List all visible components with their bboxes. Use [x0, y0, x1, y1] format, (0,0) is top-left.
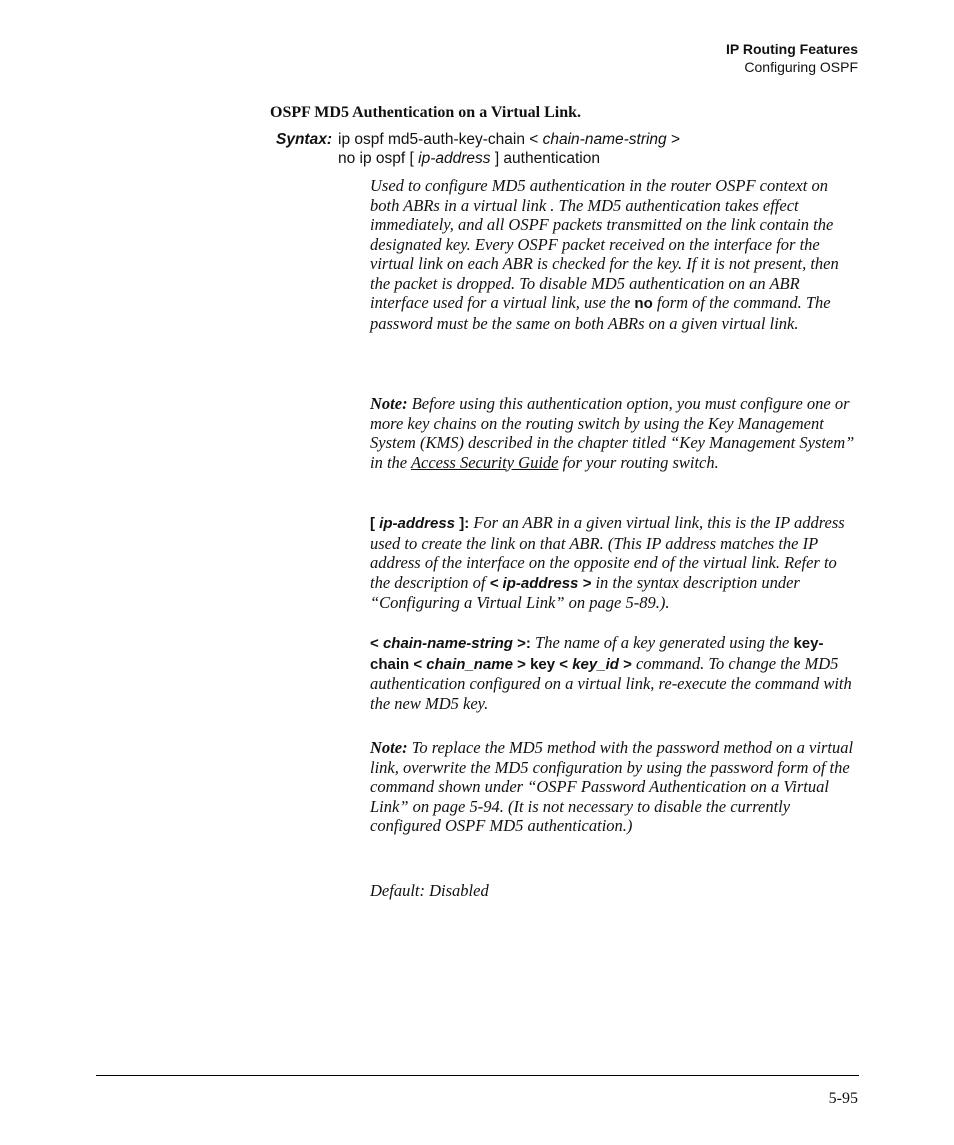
param-ip-text-1: For an ABR in a given virtual link, this is the IP address used to create the link on that ABR. (This IP address matches the IP address of the interface on the opposite end of the virtual link. Refer to the description of	[370, 513, 845, 592]
note-text-1: Before using this authentication option, you must configure one or more key chains on the routing switch by using the Key Management System (KMS) described in the chapter titled “Key Management System” in the	[370, 394, 855, 472]
access-security-guide-link[interactable]: Access Security Guide	[410, 452, 559, 472]
syntax-label: Syntax:	[276, 131, 332, 148]
default-value: Default: Disabled	[370, 881, 489, 900]
param-ip-close: ]:	[455, 515, 470, 532]
syntax-line2-param: ip-address	[418, 150, 491, 167]
no-keyword: no	[634, 295, 653, 312]
syntax-line1-suffix: >	[666, 131, 681, 148]
note-text-2: for your routing switch.	[558, 452, 719, 472]
key-chain-command: key-chain <	[370, 635, 824, 673]
param-chain-text-2: command. To change the MD5 authentication configured on a virtual link, re-execute the command with the new MD5 key.	[370, 653, 852, 713]
param-ip-open: [	[370, 515, 380, 532]
syntax-command-line-2	[338, 149, 600, 168]
syntax-line1-prefix: ip ospf md5-auth-key-chain <	[338, 131, 543, 148]
param-ip-text-2: in the syntax description under “Configuring a Virtual Link” on page 5-89.).	[370, 572, 800, 612]
note-replace-md5	[370, 738, 860, 836]
note2-text: To replace the MD5 method with the password method on a virtual link, overwrite the MD5 configuration by using the password form of the command shown under “OSPF Password Authentication on a Virtual Link” on page 5-94. (It is not necessary to disable the currently configured OSPF MD5 authentication.)	[370, 738, 854, 835]
param-chain-name-string	[370, 633, 860, 713]
footer-rule	[96, 1075, 859, 1076]
header-subtitle: Configuring OSPF	[744, 59, 858, 75]
param-ip-name: ip-address	[379, 515, 456, 532]
syntax-line1-param: chain-name-string	[542, 131, 667, 148]
note-kms	[370, 394, 860, 472]
syntax-command-line-1	[338, 130, 680, 149]
param-chain-text-1: The name of a key generated using the	[530, 633, 794, 652]
section-heading: OSPF MD5 Authentication on a Virtual Link.	[270, 104, 581, 121]
param-ip-address	[370, 513, 860, 613]
note2-label: Note:	[370, 738, 408, 757]
running-header	[726, 40, 858, 76]
param-chain-name: chain-name-string	[382, 635, 513, 652]
syntax-line2-suffix: ] authentication	[490, 150, 600, 167]
header-title: IP Routing Features	[726, 41, 858, 57]
param-chain-open: <	[370, 635, 383, 652]
key-id-arg: key_id	[572, 655, 619, 673]
description-text-1: Used to configure MD5 authentication in the router OSPF context on both ABRs in a virtual link . The MD5 authentication takes effect immediately, and all OSPF packets transmitted on the link contain the designated key. Every OSPF packet received on the interface for the virtual link on each ABR is checked for the key. If it is not present, then the packet is dropped. To disable MD5 authentication on an ABR interface used for a virtual link, use the	[370, 176, 839, 312]
chain-name-arg: chain_name	[426, 655, 513, 673]
param-ip-ref: < ip-address >	[489, 574, 592, 592]
syntax-line2-prefix: no ip ospf [	[338, 150, 419, 167]
description-paragraph	[370, 176, 860, 333]
key-command: > key <	[513, 655, 573, 673]
param-chain-close: >:	[512, 635, 531, 652]
page-number: 5-95	[828, 1090, 858, 1107]
note-label: Note:	[370, 394, 408, 413]
key-command-close: >	[618, 655, 632, 673]
description-text-2: form of the command. The password must be the same on both ABRs on a given virtual link.	[370, 293, 831, 333]
